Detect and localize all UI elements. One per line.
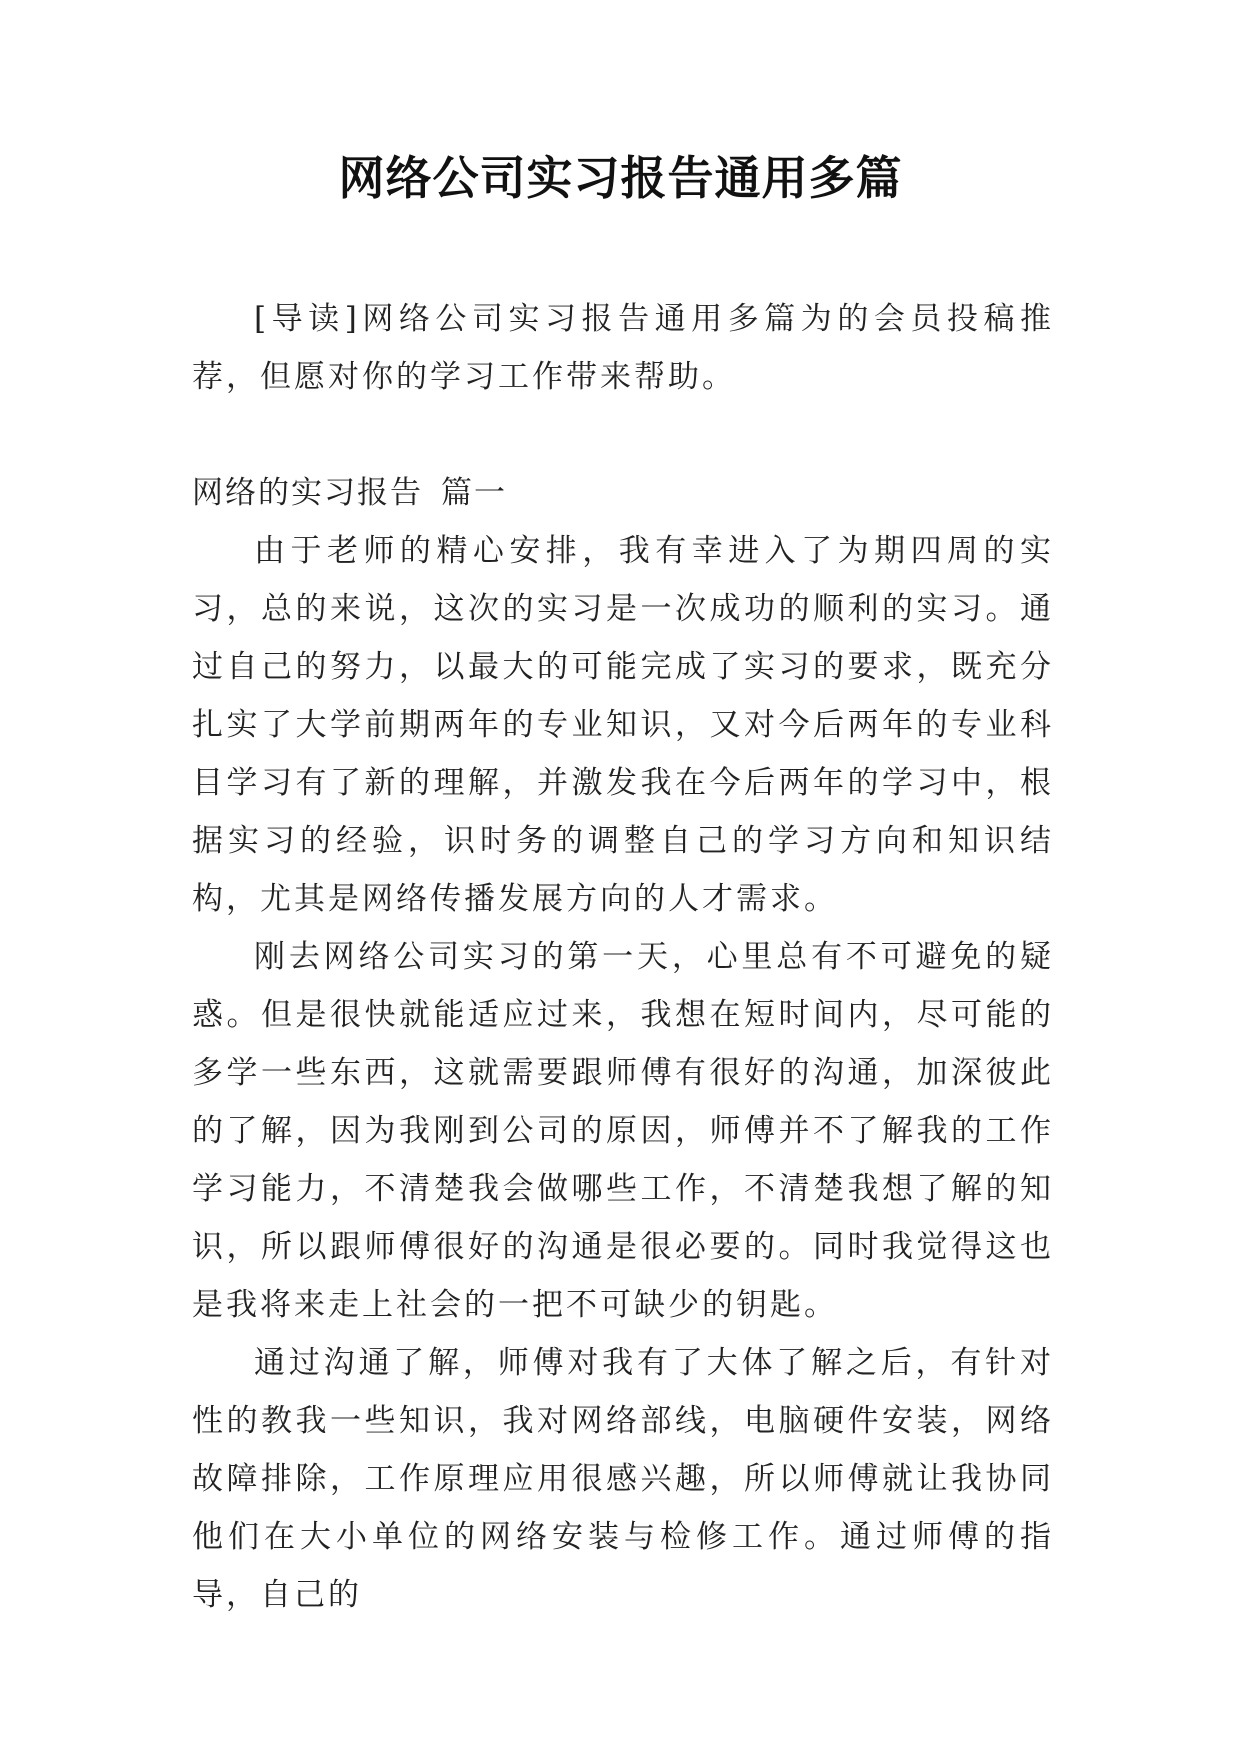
section-heading bbox=[192, 464, 1054, 522]
body-paragraph-1: 由于老师的精心安排，我有幸进入了为期四周的实习，总的来说，这次的实习是一次成功的顺利的实习。通过自己的努力，以最大的可能完成了实习的要求，既充分扎实了大学前期两年的专业知识，又对今后两年的专业科目学习有了新的理解，并激发我在今后两年的学习中，根据实习的经验，识时务的调整自己的学习方向和知识结构，尤其是网络传播发展方向的人才需求。 bbox=[192, 533, 1054, 917]
section-heading-number: 篇一 bbox=[441, 475, 507, 511]
section-heading-label: 网络的实习报告 bbox=[192, 475, 423, 511]
document-title: 网络公司实习报告通用多篇 bbox=[338, 151, 903, 205]
document-body bbox=[192, 290, 1054, 1624]
body-paragraph-2: 刚去网络公司实习的第一天，心里总有不可避免的疑惑。但是很快就能适应过来，我想在短时间内，尽可能的多学一些东西，这就需要跟师傅有很好的沟通，加深彼此的了解，因为我刚到公司的原因，师傅并不了解我的工作学习能力，不清楚我会做哪些工作，不清楚我想了解的知识，所以跟师傅很好的沟通是很必要的。同时我觉得这也是我将来走上社会的一把不可缺少的钥匙。 bbox=[192, 939, 1054, 1323]
intro-paragraph: [导读]网络公司实习报告通用多篇为的会员投稿推荐，但愿对你的学习工作带来帮助。 bbox=[192, 301, 1054, 395]
body-paragraph-3: 通过沟通了解，师傅对我有了大体了解之后，有针对性的教我一些知识，我对网络部线，电脑硬件安装，网络故障排除，工作原理应用很感兴趣，所以师傅就让我协同他们在大小单位的网络安装与检修工作。通过师傅的指导，自己的 bbox=[192, 1345, 1054, 1613]
